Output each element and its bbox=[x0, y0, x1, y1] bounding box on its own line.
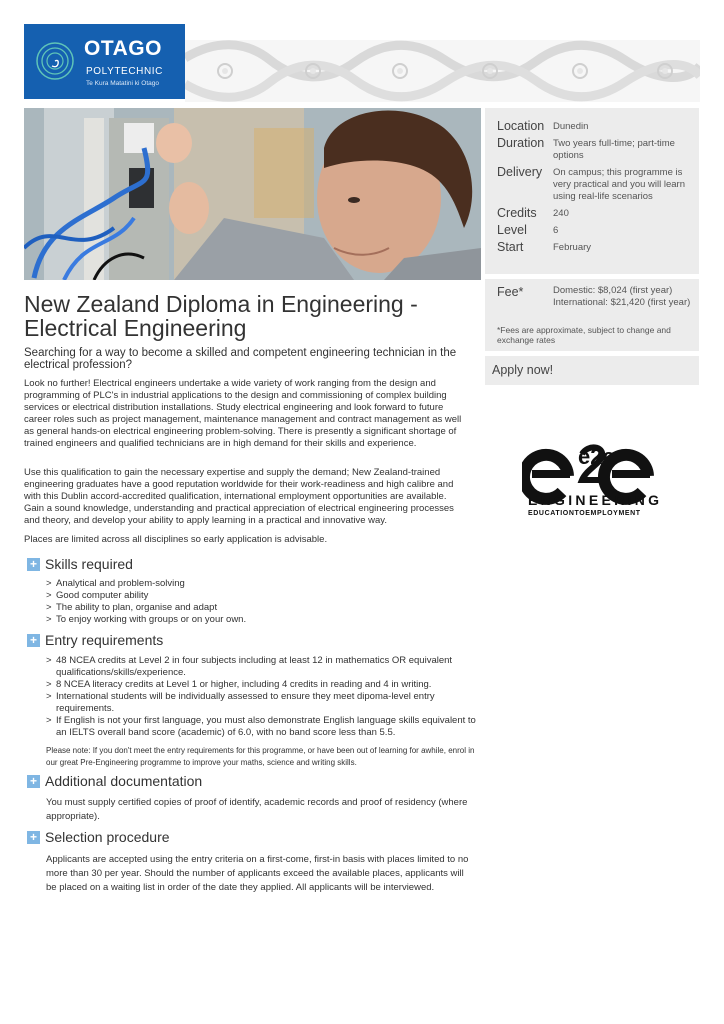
e2e-logo-mark: e2e bbox=[578, 444, 615, 469]
section-title: Selection procedure bbox=[45, 829, 170, 845]
list-item: > 8 NCEA literacy credits at Level 1 or higher, including 4 credits in reading and 4 in writing. bbox=[46, 679, 476, 691]
entry-requirements-list bbox=[46, 655, 476, 739]
list-item: > Analytical and problem-solving bbox=[46, 578, 476, 590]
info-value: 240 bbox=[553, 208, 569, 219]
info-key: Delivery bbox=[497, 165, 543, 179]
fee-values bbox=[553, 285, 693, 309]
fee-note: *Fees are approximate, subject to change and exchange rates bbox=[497, 325, 671, 345]
info-key: Location bbox=[497, 119, 545, 133]
logo-name: OTAGO bbox=[84, 37, 162, 60]
logo-subname: POLYTECHNIC bbox=[86, 66, 163, 77]
info-value: February bbox=[553, 242, 592, 253]
list-item: > Good computer ability bbox=[46, 590, 476, 602]
info-key: Level bbox=[497, 223, 527, 237]
list-item: > 48 NCEA credits at Level 2 in four subjects including at least 12 in mathematics OR equivalent qualifications/skills/experience. bbox=[46, 655, 476, 679]
fee-panel bbox=[485, 279, 699, 351]
info-key: Start bbox=[497, 240, 524, 254]
decorative-pattern-banner bbox=[185, 40, 700, 102]
expand-plus-icon[interactable]: + bbox=[27, 775, 40, 788]
expand-plus-icon[interactable]: + bbox=[27, 634, 40, 647]
list-item: > To enjoy working with groups or on your own. bbox=[46, 614, 476, 626]
logo-tagline: Te Kura Matatini ki Otago bbox=[86, 80, 159, 87]
otago-polytechnic-logo[interactable] bbox=[24, 24, 185, 99]
info-value: On campus; this programme is very practical and you will learn using real-life scenarios bbox=[553, 167, 686, 202]
expand-plus-icon[interactable]: + bbox=[27, 831, 40, 844]
section-title: Additional documentation bbox=[45, 773, 203, 789]
programme-info-panel bbox=[485, 108, 699, 274]
info-value: Dunedin bbox=[553, 121, 589, 132]
list-item: > If English is not your first language, you must also demonstrate English language skills equivalent to an IELTS overall band score (academic) of 6.0, with no band score less than 5.5. bbox=[46, 715, 476, 739]
list-item: > International students will be individually assessed to ensure they meet dipoma-level entry requirements. bbox=[46, 691, 476, 715]
hero-photo bbox=[24, 108, 481, 280]
intro-paragraph-1: Look no further! Electrical engineers undertake a wide variety of work ranging from the design and programming of PLC's in industrial applications to the design and commissioning of complex building services or electrical distribution installations. Study electrical engineering and look forward to future career roles such as project management, maintenance management and contract management as well as general hands-on electrical engineering problem-solving. There is presently a significant shortage of trained engineers and qualified technicians are in high demand for their skills and experience. bbox=[24, 378, 462, 449]
apply-now-button[interactable] bbox=[485, 356, 699, 385]
info-value: 6 bbox=[553, 225, 559, 236]
apply-now-label: Apply now! bbox=[492, 363, 554, 377]
student-with-electrical-panel-icon bbox=[24, 108, 481, 280]
e2e-tagline-text: EDUCATIONTOEMPLOYMENT bbox=[528, 510, 641, 517]
page-title: New Zealand Diploma in Engineering - Electrical Engineering bbox=[24, 291, 418, 341]
intro-paragraph-3: Places are limited across all disciplines so early application is advisable. bbox=[24, 534, 328, 545]
info-key: Credits bbox=[497, 206, 537, 220]
koru-icon bbox=[34, 39, 76, 83]
list-item: > The ability to plan, organise and adapt bbox=[46, 602, 476, 614]
expand-plus-icon[interactable]: + bbox=[27, 558, 40, 571]
intro-paragraph-2: Use this qualification to gain the necessary expertise and supply the demand; New Zealand-trained engineering graduates have a good reputation worldwide for their work-readiness and high calibre and with this Dublin accord-accredited qualification, international employment opportunities are available. Gain a sound knowledge, understanding and practical appreciation of electrical engineering processes and theory, and develop your ability to apply learning in a practical and innovative way. bbox=[24, 467, 454, 526]
page-subtitle: Searching for a way to become a skilled and competent engineering technician in the electrical profession? bbox=[24, 347, 457, 371]
info-value: Two years full-time; part-time options bbox=[553, 138, 675, 161]
additional-docs-body: You must supply certified copies of proof of identify, academic records and proof of residency (where appropriate). bbox=[46, 797, 468, 822]
e2e-engineering-text: ENGINEERING bbox=[528, 492, 663, 508]
entry-note: Please note: If you don't meet the entry requirements for this programme, or have been out of learning for awhile, enrol in our great Pre-Engineering programme to improve your maths, science and writing skills. bbox=[46, 746, 475, 767]
section-title: Skills required bbox=[45, 556, 133, 572]
skills-list bbox=[46, 578, 476, 626]
info-key: Duration bbox=[497, 136, 545, 150]
fee-international: International: $21,420 (first year) bbox=[553, 297, 691, 308]
selection-body: Applicants are accepted using the entry criteria on a first-come, first-in basis with places limited to no more than 30 per year. Should the number of applicants exceed the available places, applicants will be placed on a waiting list in order of the date they applied. All applicants will be interviewed. bbox=[46, 854, 469, 893]
fee-domestic: Domestic: $8,024 (first year) bbox=[553, 285, 673, 296]
section-title: Entry requirements bbox=[45, 632, 164, 648]
fee-key: Fee* bbox=[497, 285, 524, 299]
